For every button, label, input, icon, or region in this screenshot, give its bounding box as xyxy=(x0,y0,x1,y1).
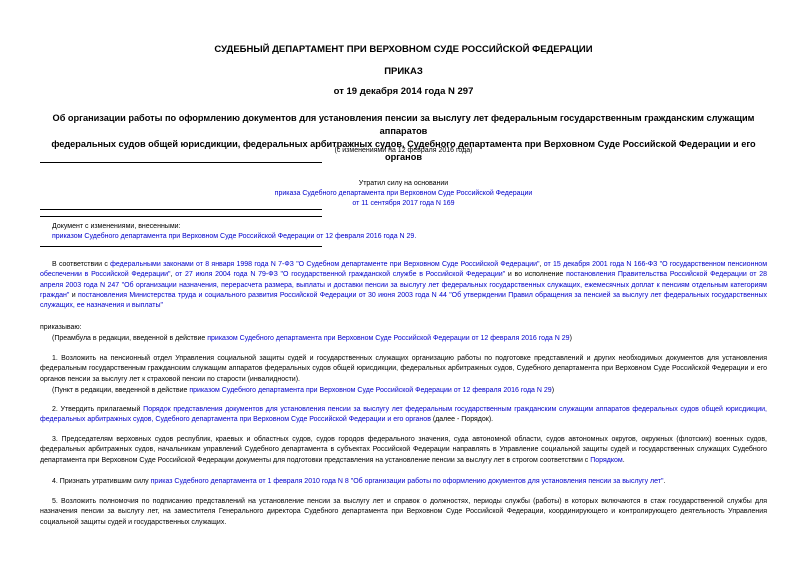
note-text: (Преамбула в редакции, введенной в действие xyxy=(52,335,208,342)
org-heading: СУДЕБНЫЙ ДЕПАРТАМЕНТ ПРИ ВЕРХОВНОМ СУДЕ РОССИЙСКОЙ ФЕДЕРАЦИИ xyxy=(214,44,593,55)
note-text: (Пункт в редакции, введенной в действие xyxy=(52,387,190,394)
p2-text: 2. Утвердить прилагаемый xyxy=(52,406,144,413)
law-link-7fz[interactable]: федеральными законами от 8 января 1998 года N 7-ФЗ "О Судебном департаменте при Верховном Суде Российской Федерации" xyxy=(110,261,540,268)
amend-link[interactable]: приказом Судебного департамента при Верховном Суде Российской Федерации от 12 февраля 2016 года N 29 xyxy=(189,387,552,394)
p3-text: 3. Председателям верховных судов республик, краевых и областных судов, судов городов федерального значения, суда автономной области, судов автономных округов, окружных (флотских) военных судов, федеральных арбитражных судов, начальникам управлений Судебного департамента в субъектах Российской Федерации направлять в Управление социальной защиты судей и государственных служащих Судебного департамента при Верховном Суде Российской Федерации документы для подготовки представления на установление пенсии за выслугу лет в строгом соответствии с xyxy=(40,436,767,464)
doc-changes-label: Документ с изменениями, внесенными: xyxy=(52,223,181,230)
doc-title xyxy=(40,112,767,164)
doc-date-number: от 19 декабря 2014 года N 297 xyxy=(333,86,474,97)
p3-text: . xyxy=(622,456,625,464)
p4-text: . xyxy=(663,478,666,485)
preamble xyxy=(40,260,767,311)
paragraph-1-note xyxy=(40,386,767,396)
preamble-text: , xyxy=(539,261,544,268)
lost-force-link[interactable]: приказа Судебного департамента при Верховном Суде Российской Федерации xyxy=(274,190,533,197)
paragraph-5: 5. Возложить полномочия по подписанию представлений на установление пенсии за выслугу лет и справок о должностях, периоды службы (работы) в которых включаются в стаж государственной службы для назначения пенсии за выслугу лет, на заместителя Генерального директора Судебного департамента при Верховном Суде Российской Федерации, координирующего и контролирующего деятельность Управления социальной защиты судей и государственных служащих. xyxy=(40,498,767,526)
paragraph-2 xyxy=(40,405,767,426)
law-link-79fz[interactable]: от 27 июля 2004 года N 79-ФЗ "О государственной гражданской службе в Российской Федерации" xyxy=(175,271,506,279)
procedure-link[interactable]: Порядок представления документов для установления пенсии за выслугу лет федеральным государственным гражданским служащим аппаратов федеральных судов общей юрисдикции, федеральных арбитражных судов, Судебного департамента при Верховном Суде Российской Федерации и его органов xyxy=(40,406,767,424)
divider xyxy=(40,162,322,163)
p2-text: (далее - Порядок). xyxy=(430,416,494,424)
divider xyxy=(40,209,322,210)
lost-force-block xyxy=(200,179,607,209)
amendment-note: (с изменениями на 12 февраля 2016 года) xyxy=(334,147,473,154)
lost-force-link-date[interactable]: от 11 сентября 2017 года N 169 xyxy=(352,200,455,207)
paragraph-3 xyxy=(40,435,767,466)
paragraph-1: 1. Возложить на пенсионный отдел Управления социальной защиты судей и государственных служащих организацию работы по подготовке представлений и других необходимых документов для установления федеральным государственным гражданским служащим аппаратов федеральных судов общей юрисдикции, федеральных арбитражных судов, Судебного департамента при Верховном Суде Российской Федерации и его органов пенсии за выслугу лет к страховой пенсии по старости (инвалидности). xyxy=(40,355,767,383)
doc-type: ПРИКАЗ xyxy=(384,66,423,77)
paragraph-4 xyxy=(40,477,767,487)
preamble-text: , xyxy=(170,271,176,279)
preamble-text: В соответствии с xyxy=(52,261,111,268)
doc-title-line2: федеральных судов общей юрисдикции, федеральных арбитражных судов, Судебного департамента при Верховном Суде Российской Федерации и его органов xyxy=(51,139,756,162)
preamble-text: и xyxy=(69,291,78,299)
repealed-order-link[interactable]: приказ Судебного департамента от 1 февраля 2010 года N 8 "Об организации работы по оформлению документов для установления пенсии за выслугу лет" xyxy=(150,478,664,485)
procedure-link-short[interactable]: Порядком xyxy=(590,456,623,464)
law-link-166fz[interactable]: от 15 декабря 2001 года N 166-ФЗ "О государственном пенсионном обеспечении в Российской Федерации" xyxy=(40,261,768,279)
lost-force-label: Утратил силу на основании xyxy=(358,180,449,187)
doc-title-line1: Об организации работы по оформлению документов для установления пенсии за выслугу лет федеральным государственным гражданским служащим аппаратов xyxy=(52,113,755,136)
preamble-note xyxy=(40,334,767,344)
resolution-link-44[interactable]: постановления Министерства труда и социального развития Российской Федерации от 30 июня 2003 года N 44 "Об утверждении Правил обращения за пенсией за выслугу лет федеральных государственных служащих, ее назначения и выплаты" xyxy=(40,291,767,310)
doc-changes-link[interactable]: приказом Судебного департамента при Верховном Суде Российской Федерации от 12 февраля 2016 года N 29. xyxy=(52,233,417,240)
note-text: ) xyxy=(569,335,572,342)
note-text: ) xyxy=(551,387,555,394)
doc-changes-block xyxy=(52,222,452,242)
resolution-link-247[interactable]: постановления Правительства Российской Федерации от 28 апреля 2003 года N 247 "Об организации назначения, перерасчета размера, выплаты и доставки пенсии за выслугу лет федеральных государственных служащих, ежемесячных доплат к пенсиям отдельным категориям граждан" xyxy=(40,271,768,299)
orders-label: приказываю: xyxy=(40,324,82,331)
divider xyxy=(40,216,322,217)
p4-text: 4. Признать утратившим силу xyxy=(52,478,151,485)
preamble-text: и во исполнение xyxy=(505,271,567,279)
amend-link[interactable]: приказом Судебного департамента при Верховном Суде Российской Федерации от 12 февраля 2016 года N 29 xyxy=(207,335,570,342)
divider xyxy=(40,246,322,247)
